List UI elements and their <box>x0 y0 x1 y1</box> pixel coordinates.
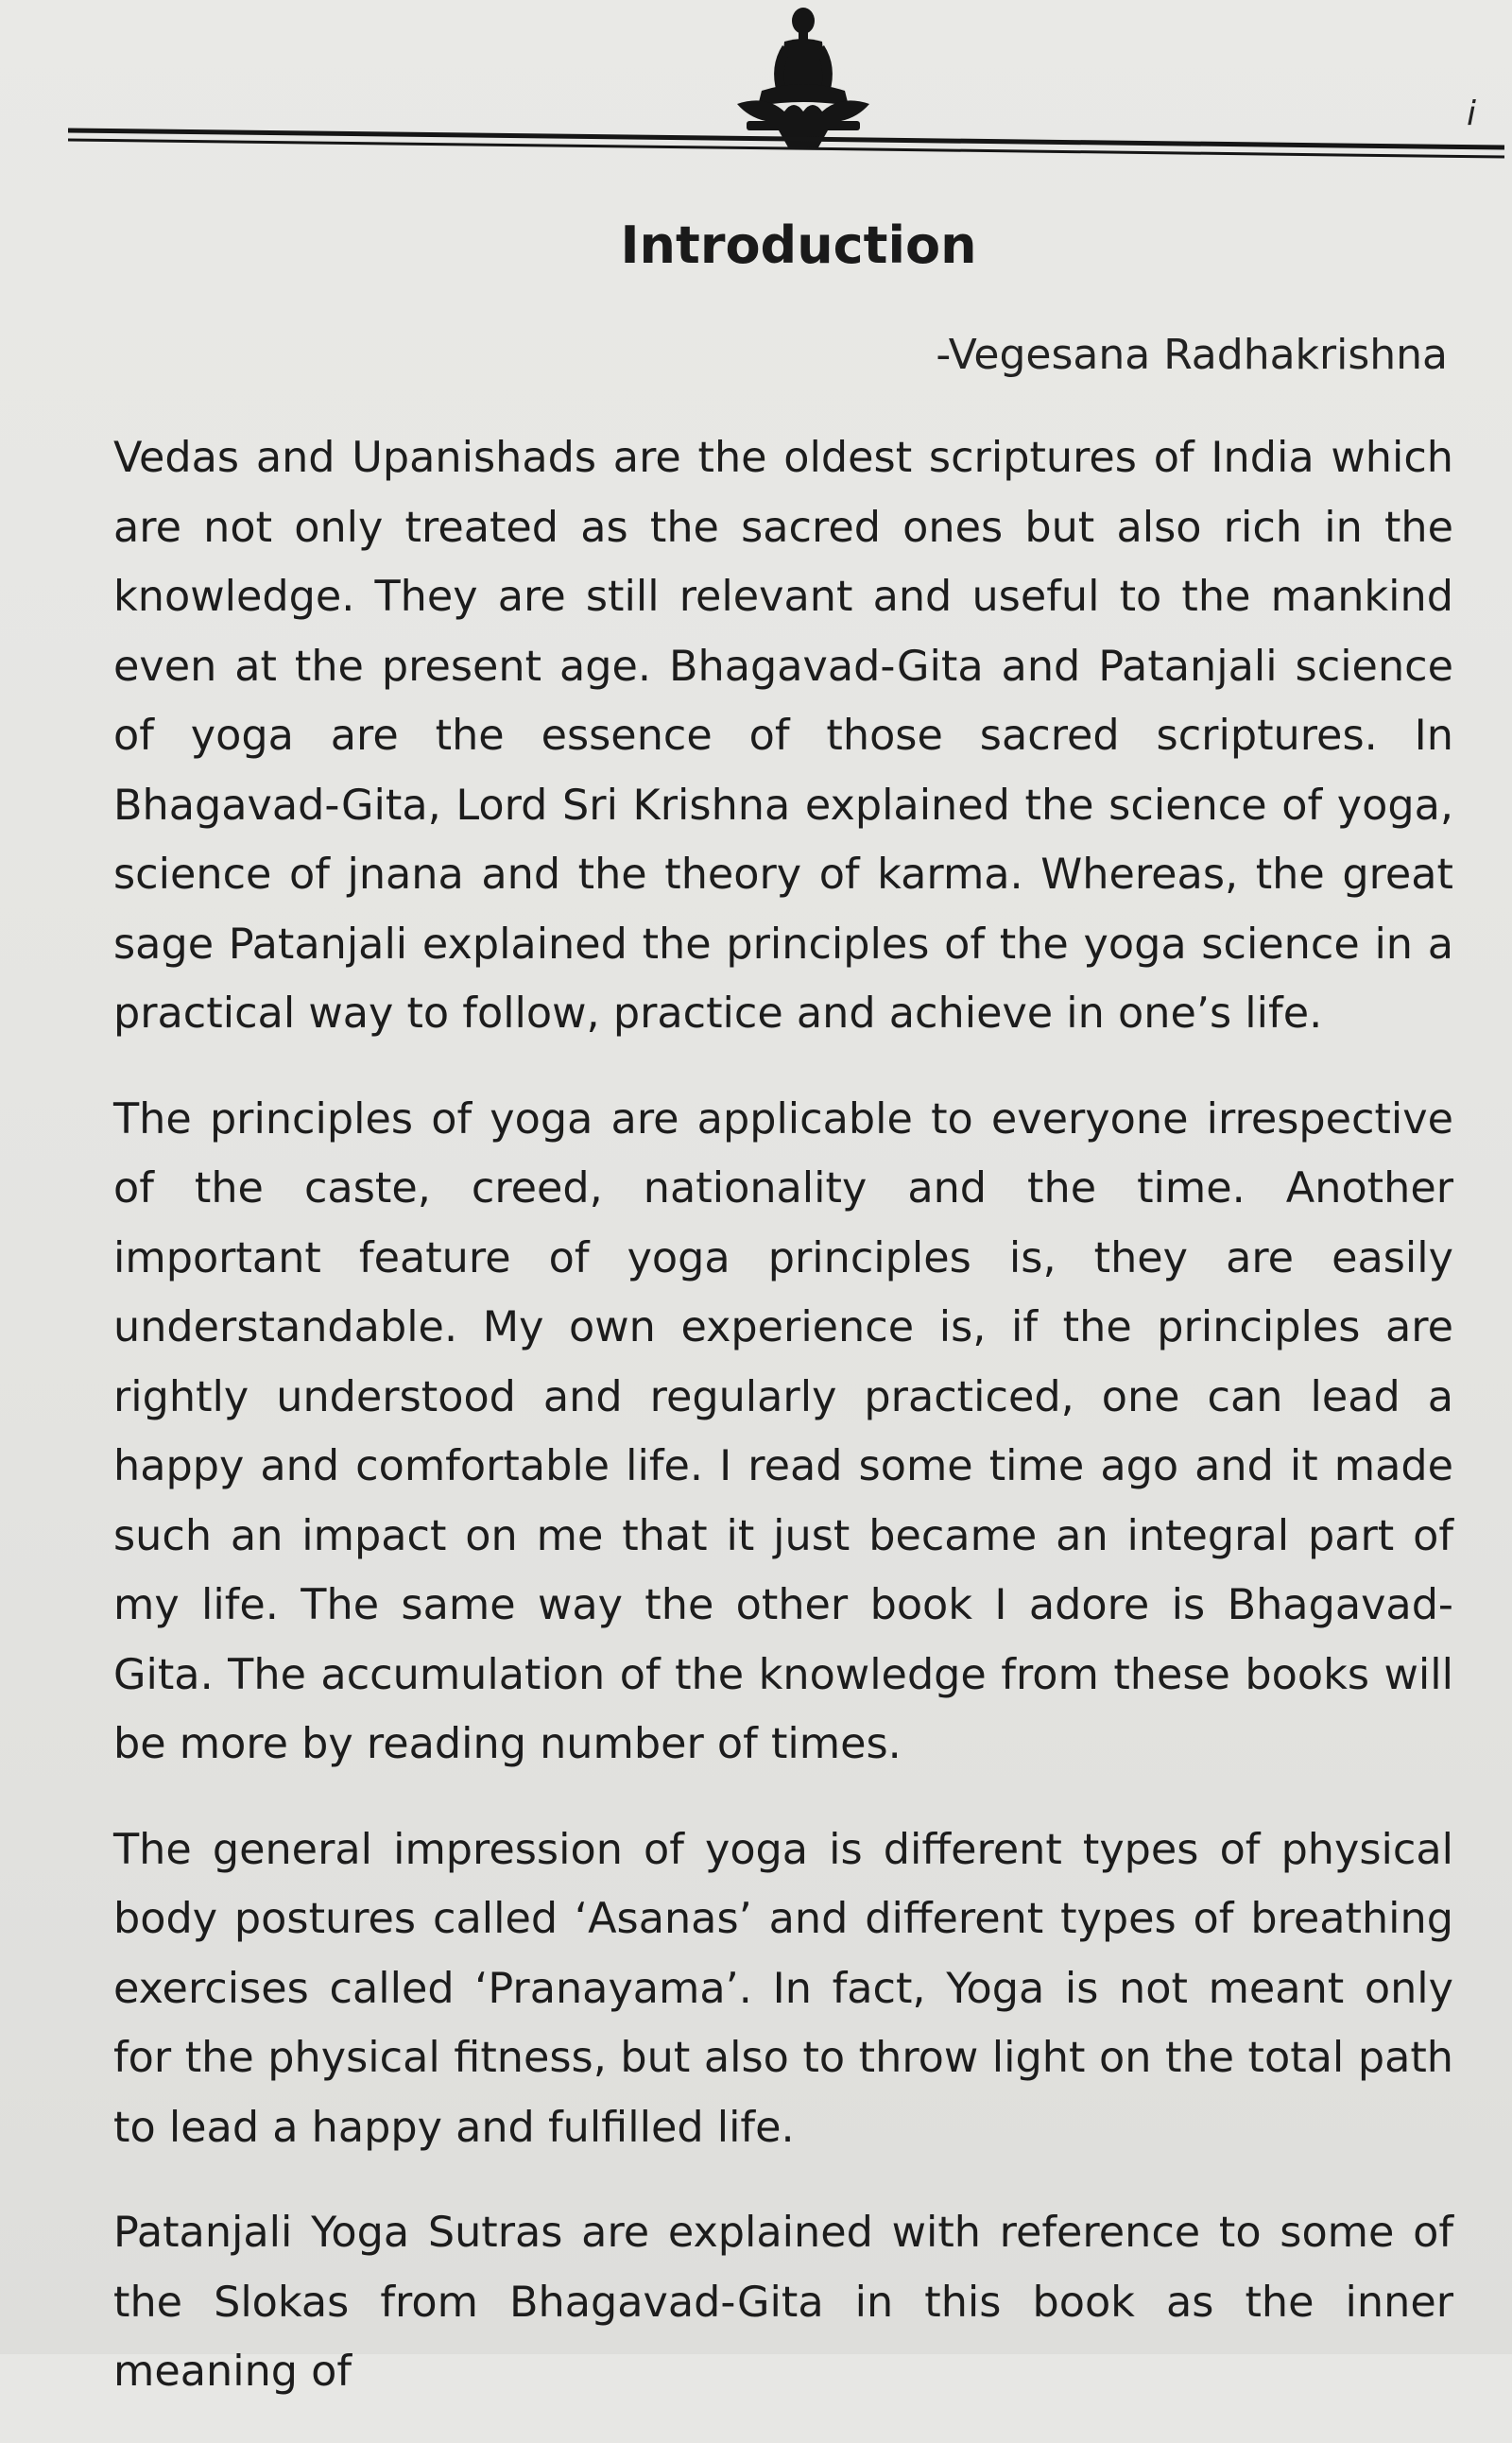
paragraph-1: Vedas and Upanishads are the oldest scriptures of India which are not only treated as the sacred ones but also rich in the knowledge. They are still relevant and useful to the mankind even at the present age. Bhagavad-Gita and Patanjali science of yoga are the essence of those sacred scriptures. In Bhagavad-Gita, Lord Sri Krishna explained the science of yoga, science of jnana and the theory of karma. Whereas, the great sage Patanjali explained the principles of the yoga science in a practical way to follow, practice and achieve in one’s life. <box>113 434 1453 1038</box>
page-number: i <box>1467 95 1477 133</box>
author-credit: -Vegesana Radhakrishna <box>936 331 1448 379</box>
body-text <box>113 423 1453 2443</box>
page-title: Introduction <box>620 215 977 275</box>
paragraph-2: The principles of yoga are applicable to everyone irrespective of the caste, creed, nationality and the time. Another important feature of yoga principles is, they are easily understandable. My own experience is, if the principles are rightly understood and regularly practiced, one can lead a happy and comfortable life. I read some time ago and it made such an impact on me that it just became an integral part of my life. The same way the other book I adore is Bhagavad-Gita. The accumulation of the knowledge from these books will be more by reading number of times. <box>113 1094 1453 1768</box>
paragraph-4: Patanjali Yoga Sutras are explained with reference to some of the Slokas from Bhagavad-Gita in this book as the inner meaning of <box>113 2209 1453 2396</box>
paragraph-3: The general impression of yoga is different types of physical body postures called ‘Asanas’ and different types of breathing exercises called ‘Pranayama’. In fact, Yoga is not meant only for the physical fitness, but also to throw light on the total path to lead a happy and fulfilled life. <box>113 1825 1453 2152</box>
header-rule <box>68 121 1504 159</box>
